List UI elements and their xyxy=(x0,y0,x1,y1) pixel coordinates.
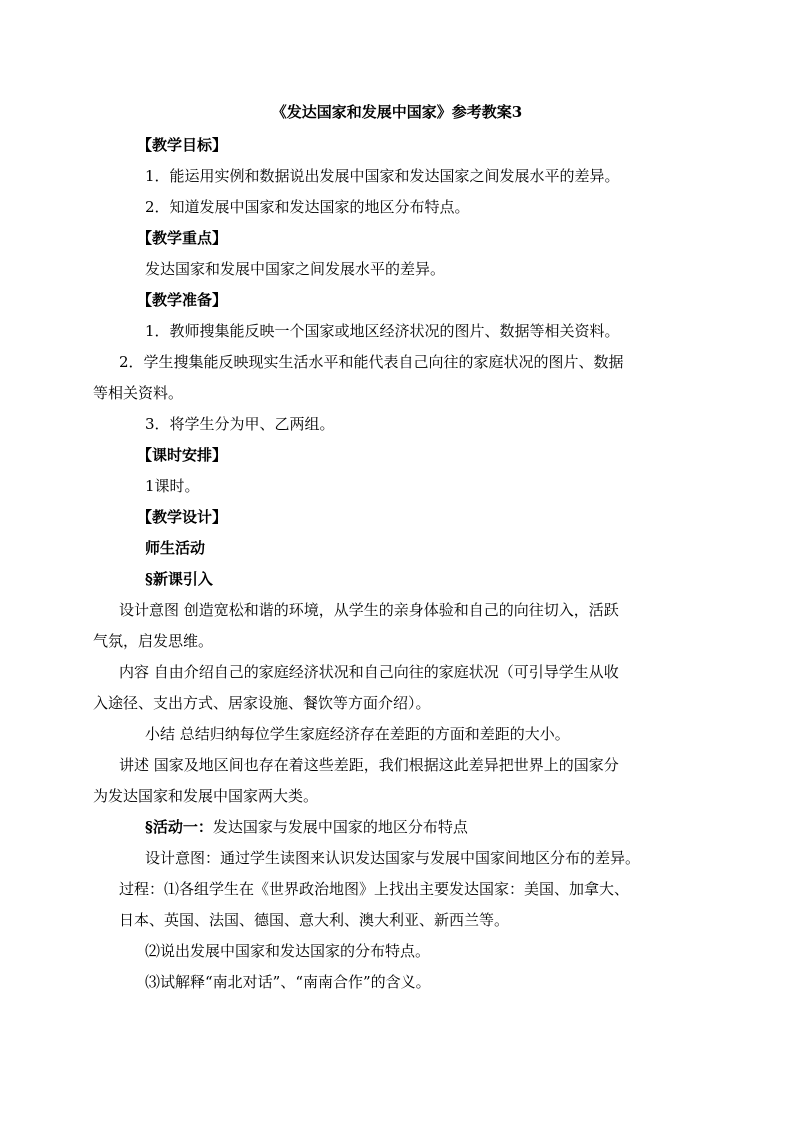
activity1-design: 设计意图：通过学生读图来认识发达国家与发展中国家间地区分布的差异。 xyxy=(145,849,641,867)
intro-lecture-line-2: 为发达国家和发展中国家两大类。 xyxy=(93,787,319,805)
activity1-step-3: ⑶试解释“南北对话”、“南南合作”的含义。 xyxy=(145,973,431,991)
goal-item-2: 2．知道发展中国家和发达国家的地区分布特点。 xyxy=(145,198,470,216)
activity1-step-2: ⑵说出发展中国家和发达国家的分布特点。 xyxy=(145,942,431,960)
prep-item-2-line-2: 等相关资料。 xyxy=(93,384,184,402)
section-heading-focus: 【教学重点】 xyxy=(137,229,228,247)
prep-item-2 xyxy=(93,347,679,409)
prep-item-2-line-1: 2．学生搜集能反映现实生活水平和能代表自己向往的家庭状况的图片、数据 xyxy=(119,353,624,371)
intro-content-line-2: 入途径、支出方式、居家设施、餐饮等方面介绍）。 xyxy=(93,694,431,712)
intro-heading: §新课引入 xyxy=(145,570,213,588)
prep-item-3: 3．将学生分为甲、乙两组。 xyxy=(145,415,335,433)
goal-item-1: 1．能运用实例和数据说出发展中国家和发达国家之间发展水平的差异。 xyxy=(145,167,620,185)
intro-design-line-2: 气氛，启发思维。 xyxy=(93,632,214,650)
intro-design xyxy=(93,595,679,657)
activity1-process-line-2: 日本、英国、法国、德国、意大利、澳大利亚、新西兰等。 xyxy=(119,911,510,929)
intro-content-line-1: 内容 自由介绍自己的家庭经济状况和自己向往的家庭状况（可引导学生从收 xyxy=(119,663,619,681)
activity-label: 师生活动 xyxy=(145,539,206,557)
activity1-process xyxy=(119,874,679,936)
prep-item-1: 1．教师搜集能反映一个国家或地区经济状况的图片、数据等相关资料。 xyxy=(145,322,620,340)
document-title: 《发达国家和发展中国家》参考教案3 xyxy=(271,103,523,121)
intro-lecture-line-1: 讲述 国家及地区间也存在着这些差距，我们根据这此差异把世界上的国家分 xyxy=(119,756,619,774)
intro-content xyxy=(93,657,679,719)
intro-summary: 小结 总结归纳每位学生家庭经济存在差距的方面和差距的大小。 xyxy=(145,725,570,743)
activity1-process-line-1: 过程：⑴各组学生在《世界政治地图》上找出主要发达国家：美国、加拿大、 xyxy=(119,880,630,898)
section-heading-time: 【课时安排】 xyxy=(137,446,228,464)
activity1-title: 发达国家与发展中国家的地区分布特点 xyxy=(212,818,468,836)
document-body xyxy=(93,130,679,998)
intro-lecture xyxy=(93,750,679,812)
activity1-heading: §活动一： xyxy=(145,818,213,836)
section-heading-goals: 【教学目标】 xyxy=(137,136,228,154)
time-item-1: 1课时。 xyxy=(145,477,200,495)
section-heading-design: 【教学设计】 xyxy=(137,508,228,526)
section-heading-prep: 【教学准备】 xyxy=(137,291,228,309)
activity1-heading-row xyxy=(119,812,679,843)
intro-design-line-1: 设计意图 创造宽松和谐的环境，从学生的亲身体验和自己的向往切入，活跃 xyxy=(119,601,619,619)
focus-item-1: 发达国家和发展中国家之间发展水平的差异。 xyxy=(145,260,446,278)
